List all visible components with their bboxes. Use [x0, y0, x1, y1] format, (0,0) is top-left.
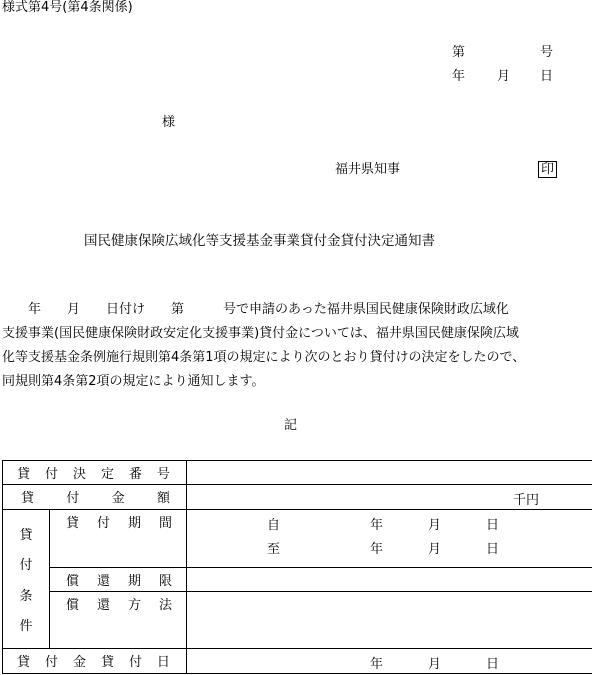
table-row: [3, 461, 592, 485]
addressee-suffix: 様: [162, 115, 176, 130]
amount-unit: 千円: [513, 493, 540, 508]
decision-number-label: 貸 付 決 定 番 号: [3, 461, 187, 485]
loan-period-value[interactable]: 自 年 月 日 至 年 月 日: [187, 510, 592, 568]
decision-number-value[interactable]: [187, 461, 592, 485]
table-row: [3, 592, 592, 649]
table-row: [3, 568, 592, 592]
form-label: 様式第4号(第4条関係): [2, 0, 133, 15]
document-title: 国民健康保険広域化等支援基金事業貸付金貸付決定通知書: [84, 233, 435, 249]
table-row: [3, 510, 592, 568]
body-paragraph: [2, 298, 590, 394]
number-suffix: 号: [540, 45, 554, 60]
repayment-method-label: 償 還 方 法: [50, 592, 187, 649]
repayment-period-value[interactable]: [187, 568, 592, 592]
date-month: 月: [497, 69, 511, 84]
ki-heading: 記: [284, 418, 298, 433]
amount-label: 貸 付 金 額: [3, 485, 187, 510]
period-to: 至: [267, 542, 281, 557]
amount-value[interactable]: [187, 485, 592, 510]
number-prefix: 第: [452, 45, 466, 60]
repayment-method-value[interactable]: [187, 592, 592, 649]
repayment-period-label: 償 還 期 限: [50, 568, 187, 592]
loan-decision-table: [2, 460, 592, 674]
body-line: 年 月 日付け 第 号で申請のあった福井県国民健康保険財政広域化: [2, 302, 509, 317]
table-row: [3, 649, 592, 674]
period-from: 自: [267, 518, 281, 533]
issuer-name: 福井県知事: [335, 162, 401, 177]
loan-period-label: 貸 付 期 間: [50, 510, 187, 568]
seal-mark: 印: [538, 161, 557, 178]
table-row: [3, 485, 592, 510]
loan-date-value[interactable]: 年 月 日: [187, 649, 592, 674]
conditions-label: 貸 付 条 件: [3, 510, 50, 649]
body-line: 化等支援基金条例施行規則第4条第1項の規定により次のとおり貸付けの決定をしたので、: [2, 350, 526, 365]
date-year: 年: [452, 69, 466, 84]
body-line: 同規則第4条第2項の規定により通知します。: [2, 374, 265, 389]
body-line: 支援事業(国民健康保険財政安定化支援事業)貸付金については、福井県国民健康保険広域: [2, 326, 519, 341]
loan-date-label: 貸 付 金 貸 付 日: [3, 649, 187, 674]
date-day: 日: [540, 69, 554, 84]
